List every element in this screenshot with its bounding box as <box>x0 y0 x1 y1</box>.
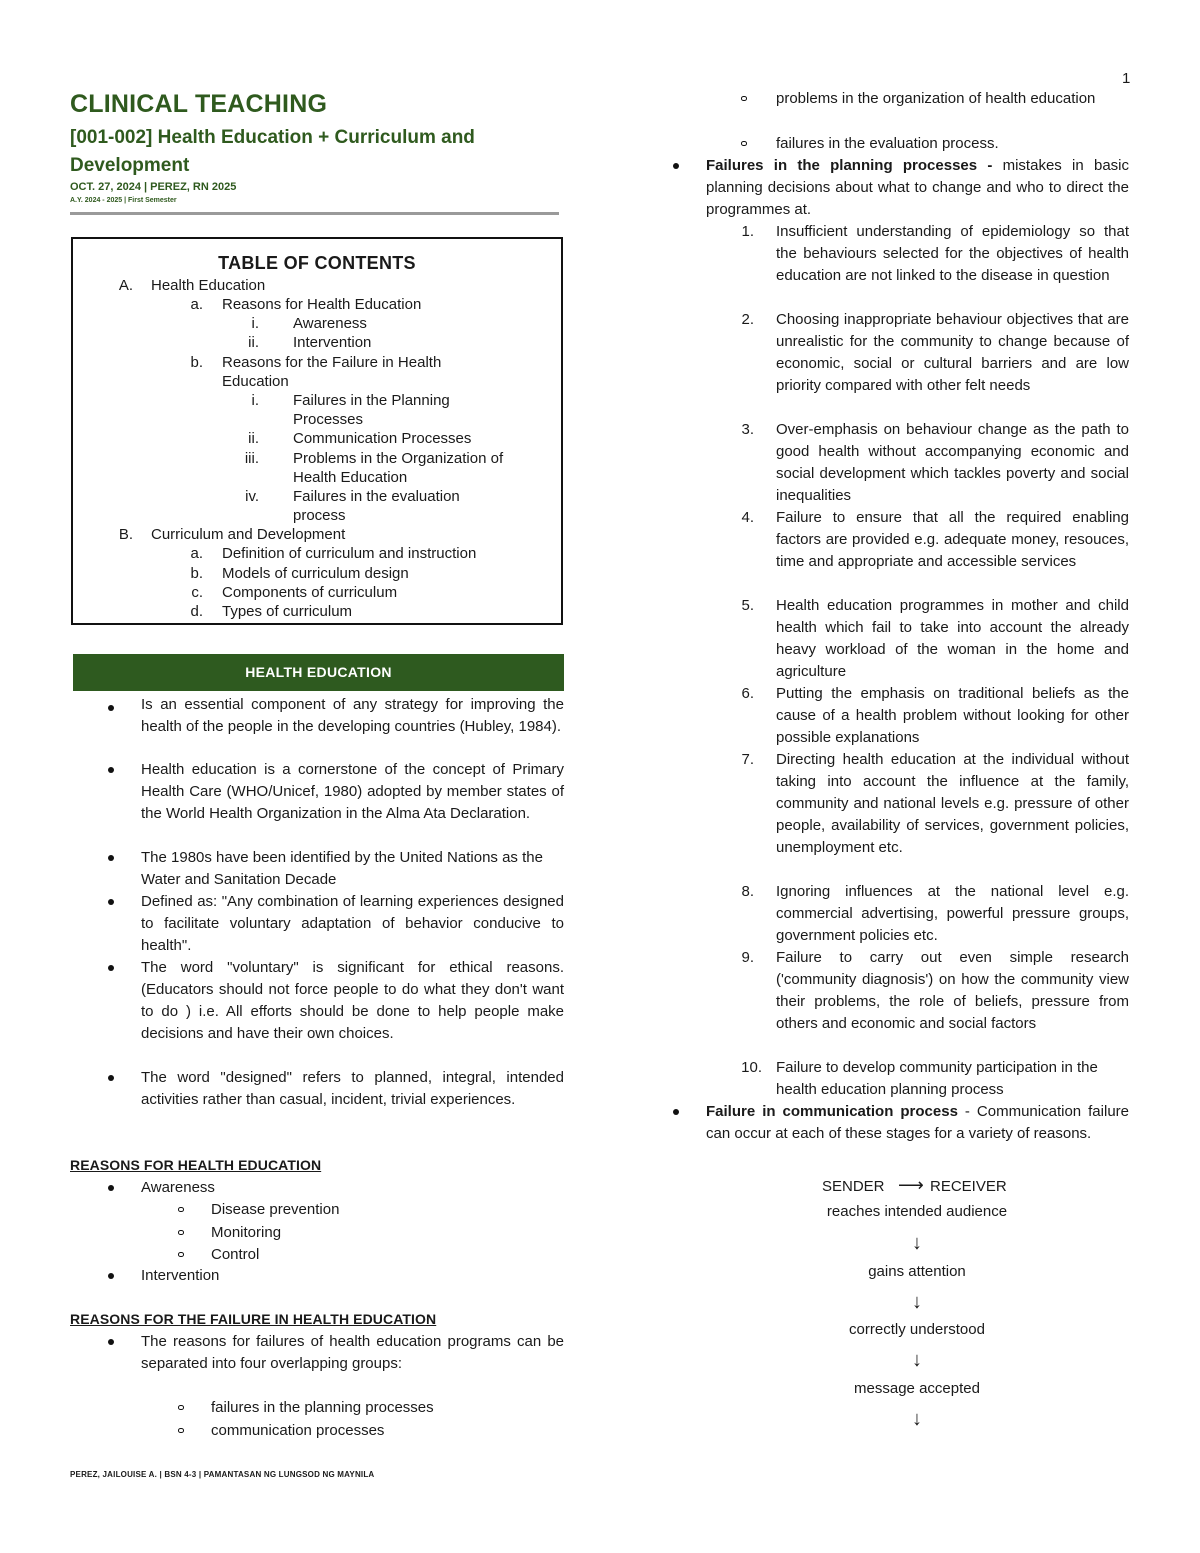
right-arrow-icon: ⟶ <box>898 1175 924 1195</box>
document-subtitle: [001-002] Health Education + Curriculum and Development <box>70 127 475 176</box>
sub-bullet-icon <box>178 1252 184 1257</box>
toc-marker: ii. <box>248 430 259 447</box>
toc-marker: a. <box>190 296 203 313</box>
list-item: failures in the evaluation process. <box>776 135 999 152</box>
toc-title: TABLE OF CONTENTS <box>218 253 416 273</box>
list-item <box>706 155 1129 221</box>
flow-step: reaches intended audience <box>826 1203 1008 1220</box>
list-item: problems in the organization of health education <box>776 90 1096 107</box>
planning-text: mistakes in basic planning decisions about what to change and who to direct the programmes at. <box>706 157 1129 218</box>
toc-item[interactable] <box>73 564 563 583</box>
sub-bullet-icon <box>741 141 747 146</box>
toc-text: Communication Processes <box>293 430 472 447</box>
toc-text: Awareness <box>293 315 367 332</box>
receiver-label: RECEIVER <box>930 1178 1007 1195</box>
list-item: The word "voluntary" is significant for ethical reasons. (Educators should not force people to do what they don't want to do ) i.e. All efforts should be done to help people make decisions and have their own choices. <box>141 959 564 1042</box>
list-item: Health education is a cornerstone of the concept of Primary Health Care (WHO/Unicef, 1980) adopted by member states of the World Health Organization in the Alma Ata Declaration. <box>141 761 564 822</box>
bullet-dot-icon <box>673 1109 679 1115</box>
toc-item[interactable] <box>73 506 563 525</box>
list-item: Is an essential component of any strategy for improving the health of the people in the developing countries (Hubley, 1984). <box>141 696 564 735</box>
toc-marker: i. <box>251 392 259 409</box>
sub-bullet-icon <box>178 1207 184 1212</box>
bullet-dot-icon <box>108 855 114 861</box>
toc-text: Components of curriculum <box>222 584 398 601</box>
table-of-contents <box>71 237 563 625</box>
toc-marker: ii. <box>248 334 259 351</box>
list-item: The reasons for failures of health education programs can be separated into four overlapping groups: <box>141 1333 564 1372</box>
list-item: Putting the emphasis on traditional beliefs as the cause of a health problem without looking for other possible explanations <box>776 685 1129 746</box>
section-heading-health-education: HEALTH EDUCATION <box>73 654 564 691</box>
academic-year-line: A.Y. 2024 - 2025 | First Semester <box>70 197 177 204</box>
toc-item[interactable] <box>73 583 563 602</box>
list-number: 10. <box>741 1059 762 1076</box>
toc-marker: b. <box>190 565 203 582</box>
reasons-heading: REASONS FOR HEALTH EDUCATION <box>70 1157 322 1173</box>
toc-item[interactable] <box>73 295 563 314</box>
flow-step: correctly understood <box>849 1321 985 1338</box>
sub-bullet-icon <box>178 1405 184 1410</box>
list-item: Over-emphasis on behaviour change as the path to good health without accompanying economic and social development which tackles poverty and social inequalities <box>776 421 1129 504</box>
toc-item[interactable] <box>73 525 563 544</box>
bullet-dot-icon <box>108 1185 114 1191</box>
toc-text: Problems in the Organization of <box>293 450 504 467</box>
toc-marker: B. <box>118 526 133 543</box>
toc-item[interactable] <box>73 391 563 410</box>
flow-step: message accepted <box>854 1380 980 1397</box>
bullet-dot-icon <box>108 705 114 711</box>
list-item <box>706 1101 1129 1145</box>
down-arrow-icon: ↓ <box>912 1291 922 1313</box>
list-number: 8. <box>741 883 754 900</box>
list-item: communication processes <box>211 1422 385 1439</box>
list-item: Control <box>211 1246 260 1263</box>
page-number: 1 <box>1122 70 1131 87</box>
toc-marker: i. <box>251 315 259 332</box>
toc-text: Health Education <box>151 277 266 294</box>
toc-text: Health Education <box>293 469 408 486</box>
toc-item[interactable] <box>73 276 563 295</box>
toc-item[interactable] <box>73 468 563 487</box>
bullet-dot-icon <box>108 965 114 971</box>
list-item: Monitoring <box>211 1224 282 1241</box>
communication-label: Failure in communication process <box>706 1103 958 1120</box>
toc-marker: A. <box>118 277 133 294</box>
list-item: Awareness <box>141 1179 215 1196</box>
list-item: The 1980s have been identified by the United Nations as the Water and Sanitation Decade <box>141 849 543 888</box>
list-item: Defined as: "Any combination of learning experiences designed to facilitate voluntary adaptation of behavior conducive to health". <box>141 893 564 954</box>
failure-heading: REASONS FOR THE FAILURE IN HEALTH EDUCATION <box>70 1311 437 1327</box>
down-arrow-icon: ↓ <box>912 1349 922 1371</box>
list-number: 9. <box>741 949 754 966</box>
list-item: Failure to develop community participation in the health education planning process <box>776 1059 1098 1098</box>
list-item: Insufficient understanding of epidemiology so that the behaviours selected for the objectives of health education are not linked to the disease in question <box>776 223 1129 284</box>
toc-text: Definition of curriculum and instruction <box>222 545 477 562</box>
bullet-dot-icon <box>673 163 679 169</box>
toc-text: Processes <box>293 411 364 428</box>
toc-item[interactable] <box>73 410 563 429</box>
toc-marker: iii. <box>244 450 259 467</box>
toc-text: Failures in the Planning <box>293 392 450 409</box>
toc-text: Education <box>222 373 289 390</box>
list-number: 1. <box>741 223 754 240</box>
toc-marker: iv. <box>245 488 259 505</box>
toc-text: Intervention <box>293 334 372 351</box>
toc-item[interactable] <box>73 544 563 563</box>
list-item: Choosing inappropriate behaviour objectives that are unrealistic for the community to change because of economic, social or cultural barriers and are low priority compared with other felt needs <box>776 311 1129 394</box>
toc-item[interactable] <box>73 449 563 468</box>
list-number: 2. <box>741 311 754 328</box>
bullet-dot-icon <box>108 899 114 905</box>
toc-text: Reasons for Health Education <box>222 296 422 313</box>
sub-bullet-icon <box>741 96 747 101</box>
toc-text: Reasons for the Failure in Health <box>222 354 442 371</box>
list-number: 6. <box>741 685 754 702</box>
toc-marker: a. <box>190 545 203 562</box>
toc-item[interactable] <box>73 487 563 506</box>
toc-text: process <box>293 507 346 524</box>
toc-item[interactable] <box>73 602 563 621</box>
list-item: Intervention <box>141 1267 220 1284</box>
toc-text: Curriculum and Development <box>151 526 346 543</box>
bullet-dot-icon <box>108 1273 114 1279</box>
toc-text: Types of curriculum <box>222 603 353 620</box>
list-item: Disease prevention <box>211 1201 340 1218</box>
list-number: 5. <box>741 597 754 614</box>
communication-text: - Communication failure can occur at each of these stages for a variety of reasons. <box>706 1103 1129 1142</box>
toc-marker: d. <box>190 603 203 620</box>
list-number: 7. <box>741 751 754 768</box>
toc-text: Failures in the evaluation <box>293 488 460 505</box>
down-arrow-icon: ↓ <box>912 1408 922 1430</box>
sender-label: SENDER <box>822 1178 885 1195</box>
list-item: Failure to carry out even simple research ('community diagnosis') on how the community view their problems, the role of beliefs, pressure from others and economic and social factors <box>776 949 1129 1032</box>
list-item: Ignoring influences at the national level e.g. commercial advertising, powerful pressure groups, government policies etc. <box>776 883 1129 944</box>
bullet-dot-icon <box>108 767 114 773</box>
list-item: Failure to ensure that all the required enabling factors are provided e.g. adequate money, resouces, time and appropriate and accessible services <box>776 509 1129 570</box>
list-item: failures in the planning processes <box>211 1399 434 1416</box>
toc-item[interactable] <box>73 314 563 333</box>
planning-label: Failures in the planning processes - <box>706 157 993 174</box>
sub-bullet-icon <box>178 1230 184 1235</box>
down-arrow-icon: ↓ <box>912 1232 922 1254</box>
sub-bullet-icon <box>178 1428 184 1433</box>
toc-marker: b. <box>190 354 203 371</box>
page-footer: PEREZ, JAILOUISE A. | BSN 4-3 | PAMANTASAN NG LUNGSOD NG MAYNILA <box>70 1470 375 1479</box>
list-item: Health education programmes in mother and child health which fail to take into account the already heavy workload of the woman in the home and agriculture <box>776 597 1129 680</box>
list-number: 3. <box>741 421 754 438</box>
toc-item[interactable] <box>73 353 563 372</box>
toc-item[interactable] <box>73 372 563 391</box>
bullet-dot-icon <box>108 1075 114 1081</box>
flow-step: gains attention <box>868 1263 966 1280</box>
toc-item[interactable] <box>73 333 563 352</box>
toc-marker: c. <box>191 584 203 601</box>
toc-item[interactable] <box>73 429 563 448</box>
document-title: CLINICAL TEACHING <box>70 90 328 118</box>
list-item: Directing health education at the individual without taking into account the influence at the family, community and national levels e.g. pressure of other people, availability of services, government policies, unemployment etc. <box>776 751 1129 856</box>
bullet-dot-icon <box>108 1339 114 1345</box>
title-divider <box>70 212 559 215</box>
list-item: The word "designed" refers to planned, integral, intended activities rather than casual, incident, trivial experiences. <box>141 1069 564 1108</box>
list-number: 4. <box>741 509 754 526</box>
toc-text: Models of curriculum design <box>222 565 409 582</box>
date-line: OCT. 27, 2024 | PEREZ, RN 2025 <box>70 181 237 193</box>
